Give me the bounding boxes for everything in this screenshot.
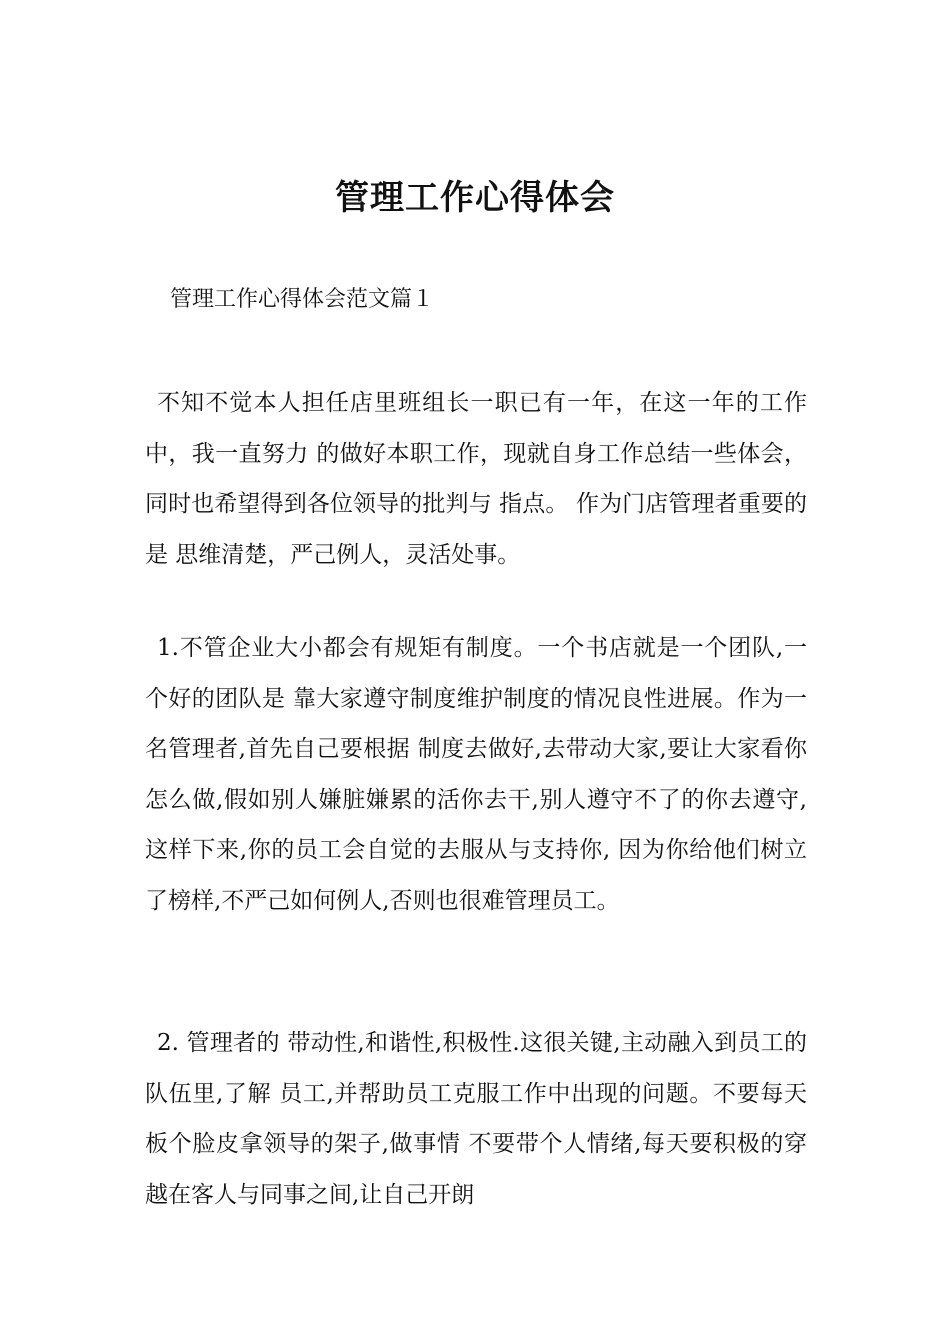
paragraph-intro: 不知不觉本人担任店里班组长一职已有一年，在这一年的工作中，我一直努力 的做好本职工作，现就自身工作总结一些体会，同时也希望得到各位领导的批判与 指点。 作为门店管理者重要的是 思维清楚，严己例人，灵活处事。 (145, 390, 807, 568)
document-subtitle: 管理工作心得体会范文篇１ (170, 287, 435, 312)
document-title: 管理工作心得体会 (335, 178, 615, 218)
paragraph-point-2: 2. 管理者的 带动性,和谐性,积极性.这很关键,主动融入到员工的队伍里,了解 员工,并帮助员工克服工作中出现的问题。不要每天板个脸皮拿领导的架子,做事情 不要带个人情绪,每天要积极的穿越在客人与同事之间,让自己开朗 (145, 1030, 807, 1208)
paragraph-point-1: 1.不管企业大小都会有规矩有制度。一个书店就是一个团队,一个好的团队是 靠大家遵守制度维护制度的情况良性进展。作为一名管理者,首先自己要根据 制度去做好,去带动大家,要让大家看你怎么做,假如别人嫌脏嫌累的活你去干,别人遵守不了的你去遵守,这样下来,你的员工会自觉的去服从与支持你, 因为你给他们树立了榜样,不严己如何例人,否则也很难管理员工。 (145, 635, 807, 914)
